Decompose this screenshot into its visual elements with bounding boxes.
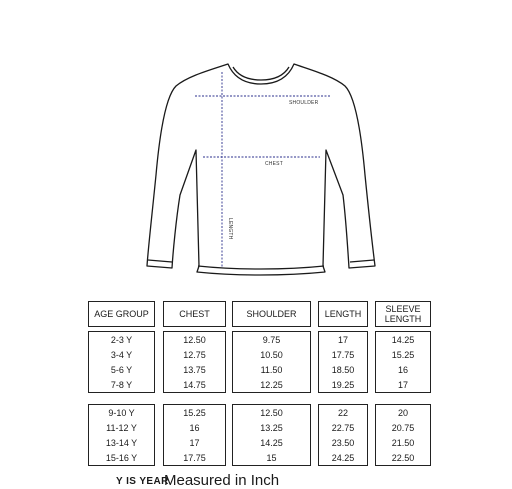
table-cell-chest: 12.50	[183, 335, 206, 345]
table-cell-shoulder: 9.75	[262, 335, 281, 345]
table-cell-sleeve-length: 17	[397, 380, 408, 390]
table-cell-chest: 15.25	[183, 408, 206, 418]
table-cell-age-group: 7-8 Y	[110, 380, 133, 390]
table-cell-age-group: 2-3 Y	[110, 335, 133, 345]
table-cell-length: 22	[337, 408, 348, 418]
left-cuff-line	[148, 260, 172, 262]
column-block-age-group	[88, 331, 155, 393]
column-block-length	[318, 404, 368, 466]
table-cell-sleeve-length: 15.25	[391, 350, 415, 360]
table-cell-shoulder: 14.25	[260, 438, 283, 448]
table-cell-length: 22.75	[331, 423, 355, 433]
table-cell-shoulder: 12.50	[260, 408, 283, 418]
table-cell-shoulder: 12.25	[260, 380, 283, 390]
collar-inner	[233, 67, 289, 80]
chest-label: CHEST	[265, 161, 283, 167]
table-cell-sleeve-length: 20	[397, 408, 408, 418]
table-cell-length: 23.50	[331, 438, 355, 448]
column-block-chest	[163, 404, 226, 466]
table-cell-chest: 14.75	[183, 380, 206, 390]
length-label: LENGTH	[227, 218, 233, 240]
table-cell-length: 19.25	[331, 380, 355, 390]
column-block-shoulder	[232, 404, 311, 466]
hem-line	[198, 266, 324, 269]
table-cell-length: 24.25	[331, 453, 355, 463]
column-block-chest	[163, 331, 226, 393]
header-length: LENGTH	[318, 301, 368, 327]
header-chest: CHEST	[163, 301, 226, 327]
table-cell-length: 17.75	[331, 350, 355, 360]
table-cell-chest: 13.75	[183, 365, 206, 375]
table-cell-chest: 12.75	[183, 350, 206, 360]
table-cell-shoulder: 13.25	[260, 423, 283, 433]
measurement-unit-note: Measured in Inch	[164, 472, 280, 489]
header-shoulder: SHOULDER	[232, 301, 311, 327]
table-cell-sleeve-length: 20.75	[391, 423, 415, 433]
table-cell-chest: 17	[189, 438, 200, 448]
column-block-age-group	[88, 404, 155, 466]
table-cell-length: 18.50	[331, 365, 355, 375]
table-cell-sleeve-length: 22.50	[391, 453, 415, 463]
table-cell-age-group: 3-4 Y	[110, 350, 133, 360]
table-cell-age-group: 11-12 Y	[106, 423, 137, 433]
shirt-outline	[147, 64, 375, 275]
year-note: Y IS YEAR	[116, 476, 169, 487]
column-block-length	[318, 331, 368, 393]
table-cell-age-group: 9-10 Y	[108, 408, 135, 418]
shoulder-label: SHOULDER	[289, 100, 319, 106]
header-sleeve-length: SLEEVE LENGTH	[375, 301, 431, 327]
table-cell-sleeve-length: 14.25	[391, 335, 415, 345]
right-cuff-line	[350, 260, 374, 262]
table-cell-age-group: 13-14 Y	[105, 438, 138, 448]
table-cell-chest: 16	[189, 423, 200, 433]
table-cell-length: 17	[337, 335, 348, 345]
column-block-shoulder	[232, 331, 311, 393]
table-cell-sleeve-length: 16	[397, 365, 408, 375]
table-cell-shoulder: 11.50	[260, 365, 283, 375]
table-cell-age-group: 15-16 Y	[105, 453, 138, 463]
column-block-sleeve-length	[375, 331, 431, 393]
table-cell-age-group: 5-6 Y	[110, 365, 133, 375]
column-block-sleeve-length	[375, 404, 431, 466]
table-cell-chest: 17.75	[183, 453, 206, 463]
header-age-group: AGE GROUP	[88, 301, 155, 327]
table-cell-sleeve-length: 21.50	[391, 438, 415, 448]
table-cell-shoulder: 15	[266, 453, 277, 463]
table-cell-shoulder: 10.50	[260, 350, 283, 360]
